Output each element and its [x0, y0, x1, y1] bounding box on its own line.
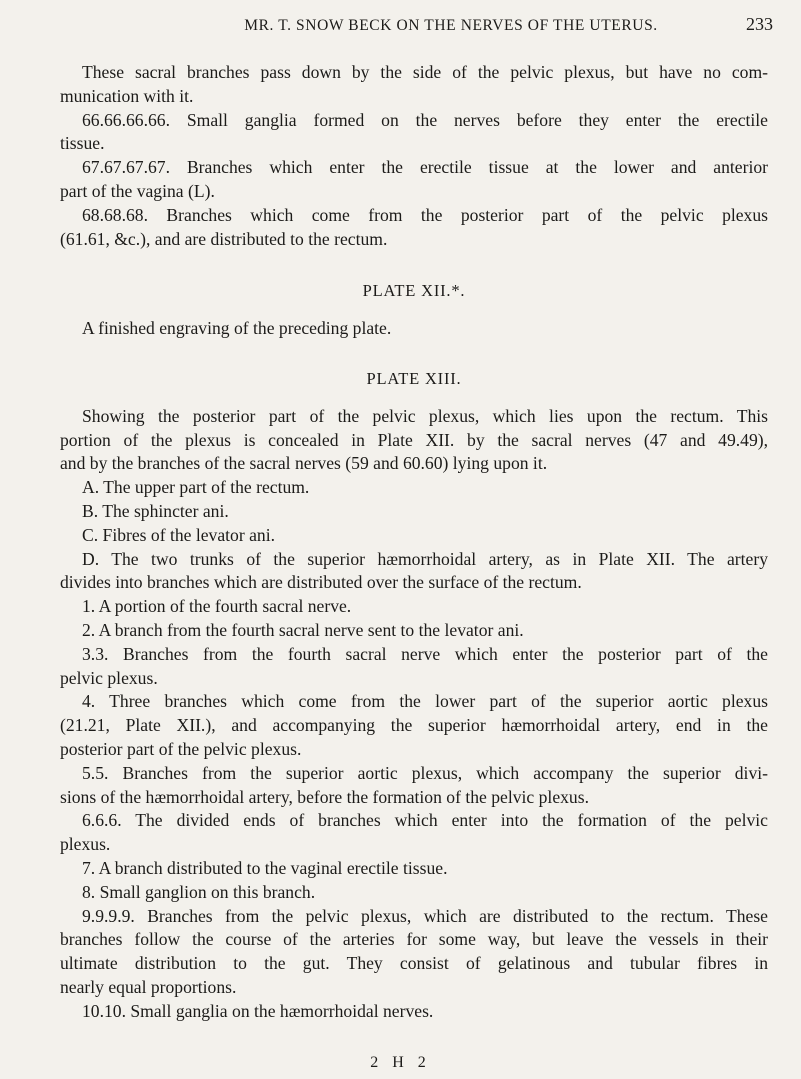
body-line: 4. Three branches which come from the lower part of the superior aortic plexus [82, 691, 768, 712]
plate-xiii-heading: PLATE XIII. [366, 368, 462, 388]
body-line: and by the branches of the sacral nerves (59 and 60.60) lying upon it. [60, 453, 548, 474]
body-line: plexus. [60, 834, 111, 855]
running-title: MR. T. SNOW BECK ON THE NERVES OF THE UTERUS. [244, 17, 658, 34]
body-line: (61.61, &c.), and are distributed to the rectum. [60, 228, 388, 249]
body-line: (21.21, Plate XII.), and accompanying the superior hæmorrhoidal artery, end in the [60, 715, 768, 736]
body-line: 6.6.6. The divided ends of branches which enter into the formation of the pelvic [82, 810, 768, 831]
body-text [60, 61, 768, 1023]
plate-xii-star-heading: PLATE XII.*. [362, 281, 466, 301]
body-line: Showing the posterior part of the pelvic plexus, which lies upon the rectum. This [82, 405, 768, 426]
signature-mark: 2 H 2 [370, 1054, 431, 1071]
body-line: 7. A branch distributed to the vaginal erectile tissue. [82, 857, 448, 878]
plate-xii-star-text: A finished engraving of the preceding plate. [82, 318, 392, 339]
page-number: 233 [746, 14, 773, 34]
body-line: 10.10. Small ganglia on the hæmorrhoidal nerves. [82, 1000, 434, 1021]
body-line: 66.66.66.66. Small ganglia formed on the nerves before they enter the erectile [82, 109, 768, 130]
running-header [58, 14, 773, 35]
body-line: 8. Small ganglion on this branch. [82, 881, 316, 902]
body-line: branches follow the course of the arteries for some way, but leave the vessels in their [60, 929, 768, 950]
body-line: 3.3. Branches from the fourth sacral nerve which enter the posterior part of the [82, 643, 768, 664]
body-line: C. Fibres of the levator ani. [82, 524, 275, 545]
body-line: portion of the plexus is concealed in Plate XII. by the sacral nerves (47 and 49.49), [60, 429, 768, 450]
body-line: munication with it. [60, 85, 194, 106]
body-line: 1. A portion of the fourth sacral nerve. [82, 596, 352, 617]
body-line: A. The upper part of the rectum. [82, 477, 310, 498]
body-line: part of the vagina (L). [60, 180, 215, 201]
body-line: divides into branches which are distributed over the surface of the rectum. [60, 572, 582, 593]
body-line: pelvic plexus. [60, 667, 158, 688]
body-line: D. The two trunks of the superior hæmorrhoidal artery, as in Plate XII. The artery [82, 548, 768, 569]
body-line: ultimate distribution to the gut. They consist of gelatinous and tubular fibres in [60, 953, 768, 974]
body-line: 68.68.68. Branches which come from the posterior part of the pelvic plexus [82, 204, 768, 225]
body-line: posterior part of the pelvic plexus. [60, 738, 302, 759]
body-line: 9.9.9.9. Branches from the pelvic plexus, which are distributed to the rectum. These [82, 905, 768, 926]
body-line: sions of the hæmorrhoidal artery, before the formation of the pelvic plexus. [60, 786, 589, 807]
body-line: 2. A branch from the fourth sacral nerve sent to the levator ani. [82, 619, 524, 640]
body-line: tissue. [60, 133, 105, 154]
body-line: 67.67.67.67. Branches which enter the erectile tissue at the lower and anterior [82, 157, 768, 178]
body-line: 5.5. Branches from the superior aortic plexus, which accompany the superior divi- [82, 762, 768, 783]
body-line: B. The sphincter ani. [82, 500, 229, 521]
body-line: nearly equal proportions. [60, 976, 237, 997]
body-line: These sacral branches pass down by the side of the pelvic plexus, but have no com- [82, 62, 768, 82]
